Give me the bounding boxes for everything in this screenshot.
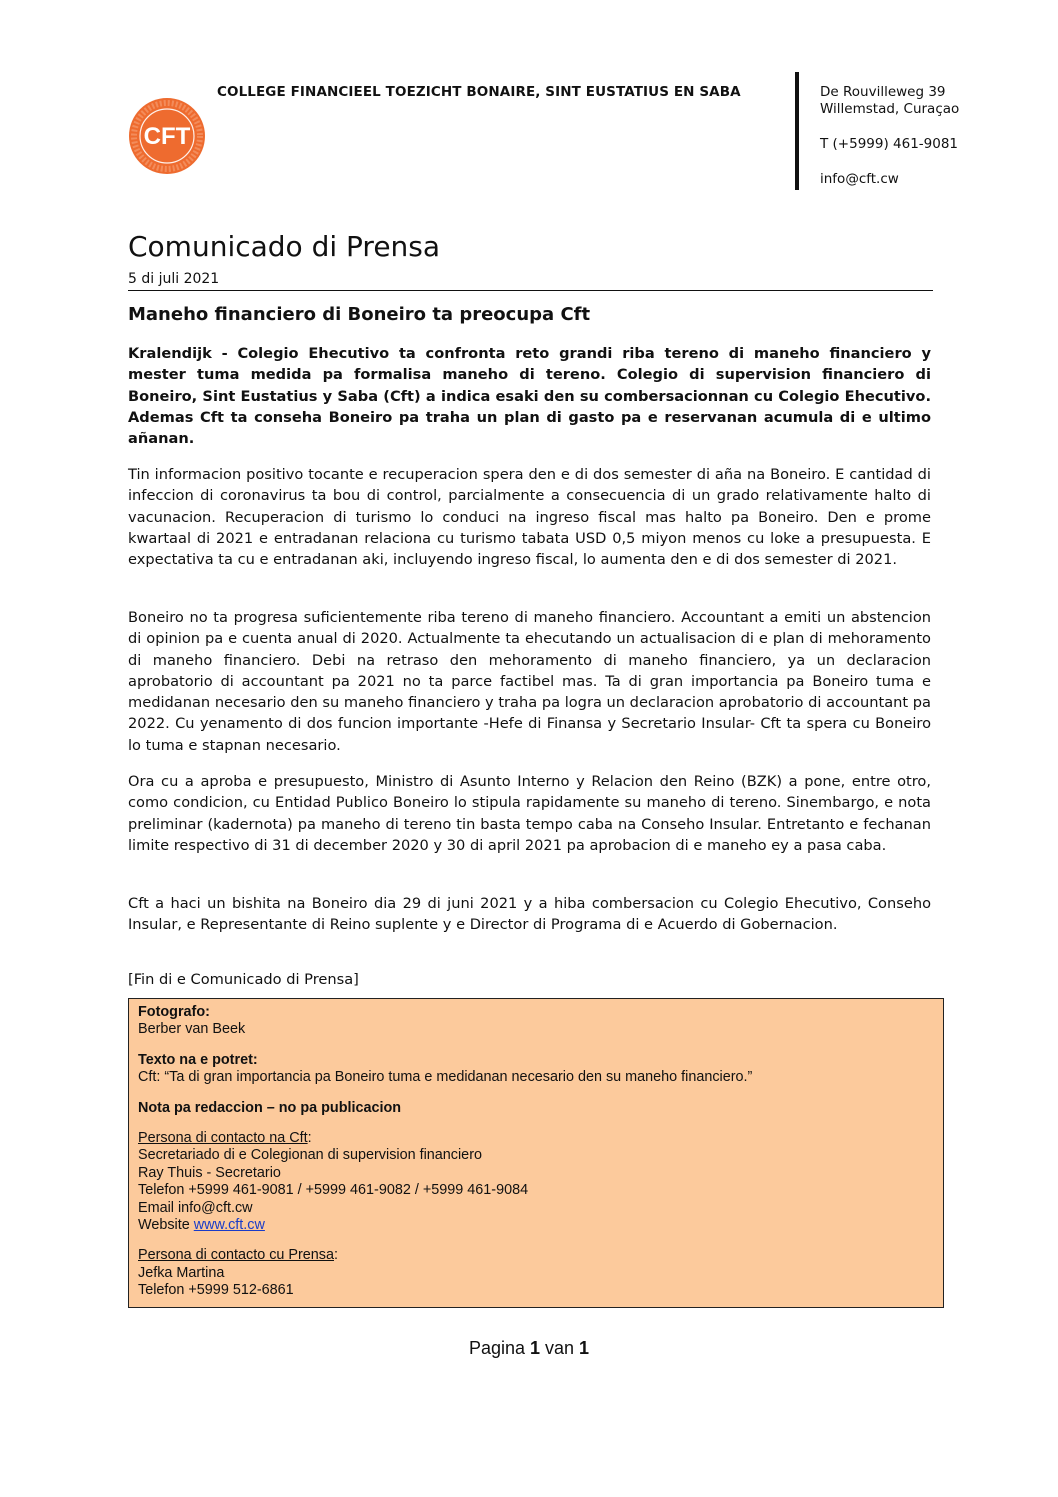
contact-cft-label: Persona di contacto na Cft	[138, 1130, 308, 1147]
editorial-note-label: Nota pa redaccion – no pa publicacion	[138, 1099, 402, 1116]
photo-caption: Cft: “Ta di gran importancia pa Boneiro tuma e medidanan necesario den su maneho financiero.”	[138, 1069, 753, 1086]
website-prefix: Website	[138, 1217, 194, 1234]
website-line	[138, 1217, 938, 1234]
body-paragraph-4: Cft a haci un bishita na Boneiro dia 29 di juni 2021 y a hiba combersacion cu Colegio Ehecutivo, Conseho Insular, e Representante di Reino suplente y e Director di Programa di e Acuerdo di Gobernacion.	[128, 895, 931, 934]
address-line-2: Willemstad, Curaçao	[820, 101, 960, 117]
cft-logo	[128, 97, 206, 175]
contact-press-line: Telefon +5999 512-6861	[138, 1282, 294, 1299]
contact-press-label: Persona di contacto cu Prensa	[138, 1247, 334, 1264]
page-prefix: Pagina	[468, 1338, 530, 1358]
contact-cft-line: Secretariado di e Colegionan di supervision financiero	[138, 1147, 482, 1164]
photographer-name: Berber van Beek	[138, 1021, 246, 1038]
contact-press-line: Jefka Martina	[138, 1264, 225, 1281]
svg-text:CFT: CFT	[143, 123, 191, 150]
headline: Maneho financiero di Boneiro ta preocupa Cft	[128, 304, 591, 325]
page-current: 1	[530, 1338, 541, 1358]
phone-number: T (+5999) 461-9081	[820, 136, 959, 152]
organization-name: COLLEGE FINANCIEEL TOEZICHT BONAIRE, SINT EUSTATIUS EN SABA	[217, 84, 741, 100]
body-paragraph-2: Boneiro no ta progresa suficientemente riba tereno di maneho financiero. Accountant a emiti un abstencion di opinion pa e cuenta anual di 2020. Actualmente ta ehecutando un actualisacion di e plan di mehoramento di maneho financiero. Debi na retraso den mehoramento di maneho financiero, ya un declaracion aprobatorio di accountant pa 2021 no ta parce factibel mas. Ta di gran importancia pa Boneiro tuma e medidanan necesario den su maneho financiero y traha pa logra un declaracion aprobatorio di accountant pa 2022. Cu yenamento di dos funcion importante -Hefe di Finansa y Secretario Insular- Cft ta spera cu Boneiro lo tuma e stapnan necesario.	[128, 609, 931, 754]
page-middle: van	[540, 1338, 580, 1358]
address-line-1: De Rouvilleweg 39	[820, 84, 946, 100]
title-rule	[128, 290, 933, 291]
page-number	[0, 1338, 1058, 1359]
contact-cft-heading: Persona di contacto na Cft:	[138, 1130, 312, 1147]
caption-label: Texto na e potret:	[138, 1051, 258, 1068]
body-paragraph-1: Tin informacion positivo tocante e recuperacion spera den e di dos semester di aña na Boneiro. E cantidad di infeccion di coronavirus ta bou di control, parcialmente a consecuencia di un grado relativamente halto di vacunacion. Recuperacion di turismo lo conduci na ingreso fiscal mas halto pa Boneiro. Den e prome kwartaal di 2021 e entradanan relaciona cu turismo tabata USD 0,5 miyon menos cu loke a presupuesta. E expectativa ta cu e entradanan aki, incluyendo ingreso fiscal, lo aumenta den e di dos semester di 2021.	[128, 466, 931, 569]
website-link[interactable]: www.cft.cw	[193, 1217, 265, 1234]
body-paragraph-3: Ora cu a aproba e presupuesto, Ministro di Asunto Interno y Relacion den Reino (BZK) a pone, entre otro, como condicion, cu Entidad Publico Boneiro lo stipula rapidamente su maneho di tereno. Sinembargo, e nota preliminar (kadernota) pa maneho di tereno tin basta tempo caba na Conseho Insular. Entretanto e fechanan limite respectivo di 31 di december 2020 y 30 di april 2021 pa aprobacion di e maneho ey a pasa caba.	[128, 773, 931, 854]
header-divider	[795, 72, 799, 190]
contact-press-heading: Persona di contacto cu Prensa:	[138, 1247, 338, 1264]
contact-cft-line: Email info@cft.cw	[138, 1199, 253, 1216]
page-total: 1	[579, 1338, 590, 1358]
page-title: Comunicado di Prensa	[128, 230, 441, 263]
lead-paragraph: Kralendijk - Colegio Ehecutivo ta confronta reto grandi riba tereno di maneho financiero y mester tuma medida pa formalisa maneho di tereno. Colegio di supervision financiero di Boneiro, Sint Eustatius y Saba (Cft) a indica esaki den su combersacionnan cu Colegio Ehecutivo. Ademas Cft ta conseha Boneiro pa traha un plan di gasto pa e reservanan acumula di e ultimo añanan.	[128, 345, 931, 448]
contact-cft-line: Telefon +5999 461-9081 / +5999 461-9082 / +5999 461-9084	[138, 1182, 529, 1199]
photographer-label: Fotografo:	[138, 1004, 210, 1020]
contact-cft-line: Ray Thuis - Secretario	[138, 1164, 281, 1181]
info-box	[128, 998, 944, 1308]
release-date: 5 di juli 2021	[128, 271, 220, 287]
email-address: info@cft.cw	[820, 171, 899, 187]
end-note: [Fin di e Comunicado di Prensa]	[128, 971, 359, 988]
